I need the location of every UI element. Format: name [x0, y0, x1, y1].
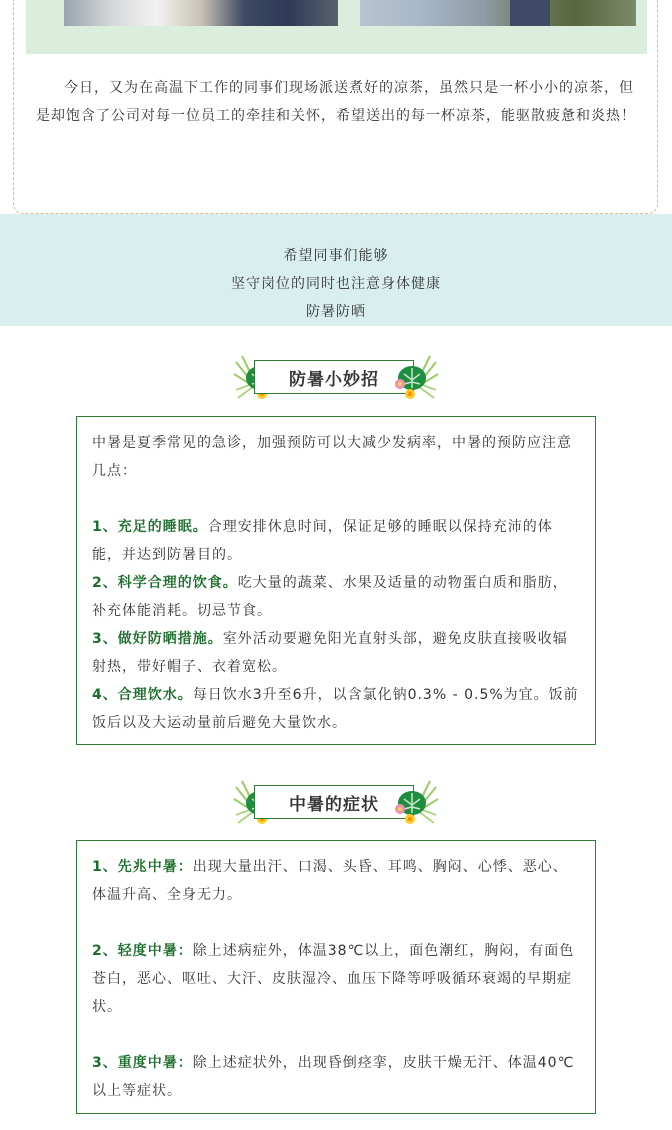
tip-item [92, 513, 580, 569]
tip-heading: 2、科学合理的饮食。 [92, 575, 238, 591]
tip-body: 吃大量的蔬菜、水果及适量的动物蛋白质和脂肪，补充体能消耗。切忌节食。 [92, 575, 568, 619]
banner-line-1: 希望同事们能够 [283, 248, 389, 264]
tropical-leaf-icon [392, 777, 440, 833]
tips-lead: 中暑是夏季常见的急诊，加强预防可以大减少发病率，中暑的预防应注意几点： [92, 435, 572, 479]
tip-item [92, 681, 580, 737]
tips-title: 防暑小妙招 [254, 360, 414, 394]
photo-strip [26, 0, 647, 54]
tips-section-header [232, 352, 440, 408]
tips-box [76, 416, 596, 745]
tip-item [92, 569, 580, 625]
intro-card [13, 0, 658, 214]
symptom-item [92, 937, 580, 1021]
symptoms-box [76, 840, 596, 1114]
tip-body: 每日饮水3升至6升，以含氯化钠0.3% - 0.5%为宜。饭前饭后以及大运动量前后避免大量饮水。 [92, 687, 579, 731]
symptom-body: 除上述症状外，出现昏倒痉挛，皮肤干燥无汗、体温40℃以上等症状。 [92, 1055, 575, 1099]
banner-line-3: 防暑防晒 [306, 304, 366, 320]
symptom-heading: 3、重度中暑： [92, 1055, 193, 1071]
symptom-body: 出现大量出汗、口渴、头昏、耳鸣、胸闷、心悸、恶心、体温升高、全身无力。 [92, 859, 568, 903]
symptom-item [92, 1049, 580, 1105]
tip-body: 合理安排休息时间，保证足够的睡眠以保持充沛的体能，并达到防暑目的。 [92, 519, 553, 563]
symptom-heading: 1、先兆中暑： [92, 859, 193, 875]
banner-line-2: 坚守岗位的同时也注意身体健康 [231, 276, 441, 292]
symptoms-title: 中暑的症状 [254, 785, 414, 819]
symptom-body: 除上述病症外，体温38℃以上，面色潮红，胸闷，有面色苍白，恶心、呕吐、大汗、皮肤湿冷、血压下降等呼吸循环衰竭的早期症状。 [92, 943, 575, 1015]
tip-body: 室外活动要避免阳光直射头部，避免皮肤直接吸收辐射热，带好帽子、衣着宽松。 [92, 631, 568, 675]
symptoms-section-header [232, 777, 440, 833]
tip-heading: 1、充足的睡眠。 [92, 519, 208, 535]
tip-item [92, 625, 580, 681]
tip-heading: 4、合理饮水。 [92, 687, 193, 703]
intro-paragraph: 今日，又为在高温下工作的同事们现场派送煮好的凉茶，虽然只是一杯小小的凉茶，但是却饱含了公司对每一位员工的牵挂和关怀，希望送出的每一杯凉茶，能驱散疲惫和炎热！ [36, 80, 636, 124]
event-photo-right [360, 0, 636, 26]
tropical-leaf-icon [392, 352, 440, 408]
symptom-item [92, 853, 580, 909]
wishes-banner [0, 214, 672, 326]
symptom-heading: 2、轻度中暑： [92, 943, 193, 959]
event-photo-left [64, 0, 338, 26]
tip-heading: 3、做好防晒措施。 [92, 631, 223, 647]
